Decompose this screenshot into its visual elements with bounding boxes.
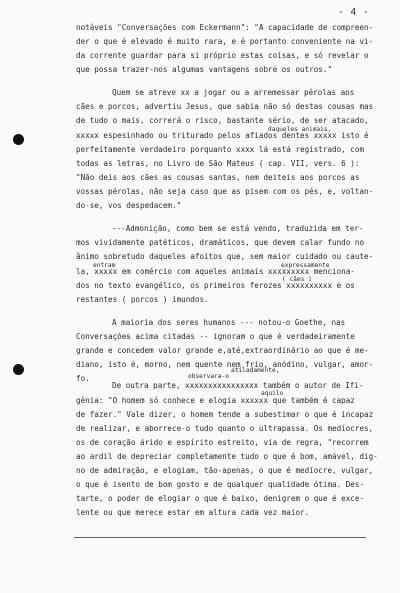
handwritten-insertion: atiladamente, <box>231 367 280 374</box>
text-line: grande e concedem valor grande e,até,extraordinário ao que é me- <box>76 346 369 355</box>
text-line: dos no texto evangélico, os primeiros ferozes xxxxxxxxxx e os <box>76 281 355 290</box>
text-line: diano, isto é, morno, nem quente nem frio, anódino, vulgar, amor- <box>76 360 374 369</box>
text-line: lente ou que merece estar em altura cada vez maior. <box>76 508 310 517</box>
text-line: de fazer." Vale dizer, o homem tende a subestimar o que é incapaz <box>76 410 374 419</box>
handwritten-insertion: ( cães ) <box>282 276 312 283</box>
text-line: der o que é elevado é muito rara, e é portanto conveniente na vi- <box>76 37 374 46</box>
handwritten-insertion: entram <box>93 262 116 269</box>
text-line: tarte, o poder de elogiar o que é baixo, denigrem o que é exce- <box>76 494 365 503</box>
text-line: fo. <box>76 374 90 383</box>
text-line: perfeitamente verdadeiro porquanto xxxx lá está registrado, com <box>76 145 365 154</box>
text-line: o que é isento de bom gosto e de qualquer qualidade ótima. Des- <box>76 480 365 489</box>
text-line: mos vividamente patéticos, dramáticos, que devem calar fundo no <box>76 238 365 247</box>
text-line: da corrente guardar para si próprio estas coisas, e só revelar o <box>76 51 369 60</box>
text-line: De outra parte, xxxxxxxxxxxxxxxx também o autor de Ifi- <box>112 381 364 390</box>
text-line: ânimo sobretudo daqueles afoitos que, sem maior cuidado ou caute- <box>76 252 374 261</box>
text-line: cães e porcos, advertiu Jesus, que sabia não só destas cousas mas <box>76 102 374 111</box>
text-line: no de admiração, e elogiam, tão-apenas, o que é medíocre, vulgar, <box>76 466 374 475</box>
text-line: do-se, vos despedacem." <box>76 201 182 210</box>
text-line: ao ardil de depreciar completamente tudo o que é bom, amável, dig- <box>76 452 378 461</box>
text-line: vossas pérolas, não seja caso que as pisem com os pés, e, voltan- <box>76 187 374 196</box>
handwritten-insertion: expressamente <box>281 262 330 269</box>
text-line: Conversações acima citadas -- ignoram o que é verdadeiramente <box>76 332 355 341</box>
text-line: xxxxx espesinhado ou triturado pelos afiados dentes xxxxx isto é <box>76 131 369 140</box>
text-line: "Não deis aos cães as cousas santas, nem deiteis aos porcos as <box>76 173 360 182</box>
page-number: - 4 - <box>338 7 370 18</box>
text-line: A maioria dos seres humanos --- notou-o Goethe, nas <box>112 318 346 327</box>
text-line: de tudo o mais, correrá o risco, bastante sério, de ser atacado, <box>76 116 369 125</box>
handwritten-insertion: daqueles animais, <box>268 126 332 133</box>
text-line: todas as letras, no Livro de São Mateus ( cap. VII, vers. 6 ): <box>76 159 360 168</box>
text-line: de realizar, e aborrece-o tudo quanto o ultrapassa. Os medíocres, <box>76 424 374 433</box>
text-line: la, xxxxx em comércio com aqueles animais xxxxxxxxx menciona- <box>76 267 355 276</box>
text-line: Quem se atreve xx a jogar ou a arremessar pérolas aos <box>112 88 355 97</box>
binder-hole-bottom <box>13 364 24 375</box>
text-line: restantes ( porcos ) imundos. <box>76 295 209 304</box>
text-line: notáveis "Conversações com Eckermann": "A capacidade de compreen- <box>76 23 374 32</box>
bottom-rule <box>74 537 366 538</box>
text-line: ---Admonição, como bem se está vendo, traduzida em ter- <box>112 224 364 233</box>
text-line: que possa trazer-nos algumas vantagens sobre os outros." <box>76 65 333 74</box>
handwritten-insertion: aquilo <box>261 390 284 397</box>
binder-hole-top <box>13 134 24 145</box>
handwritten-insertion: observara-o <box>188 373 229 380</box>
text-line: os de coração árido e espírito estreito, via de regra, "recorrem <box>76 438 369 447</box>
text-line: gênia: "O homem só conhece e elogia xxxxxx que também é capaz <box>76 396 355 405</box>
